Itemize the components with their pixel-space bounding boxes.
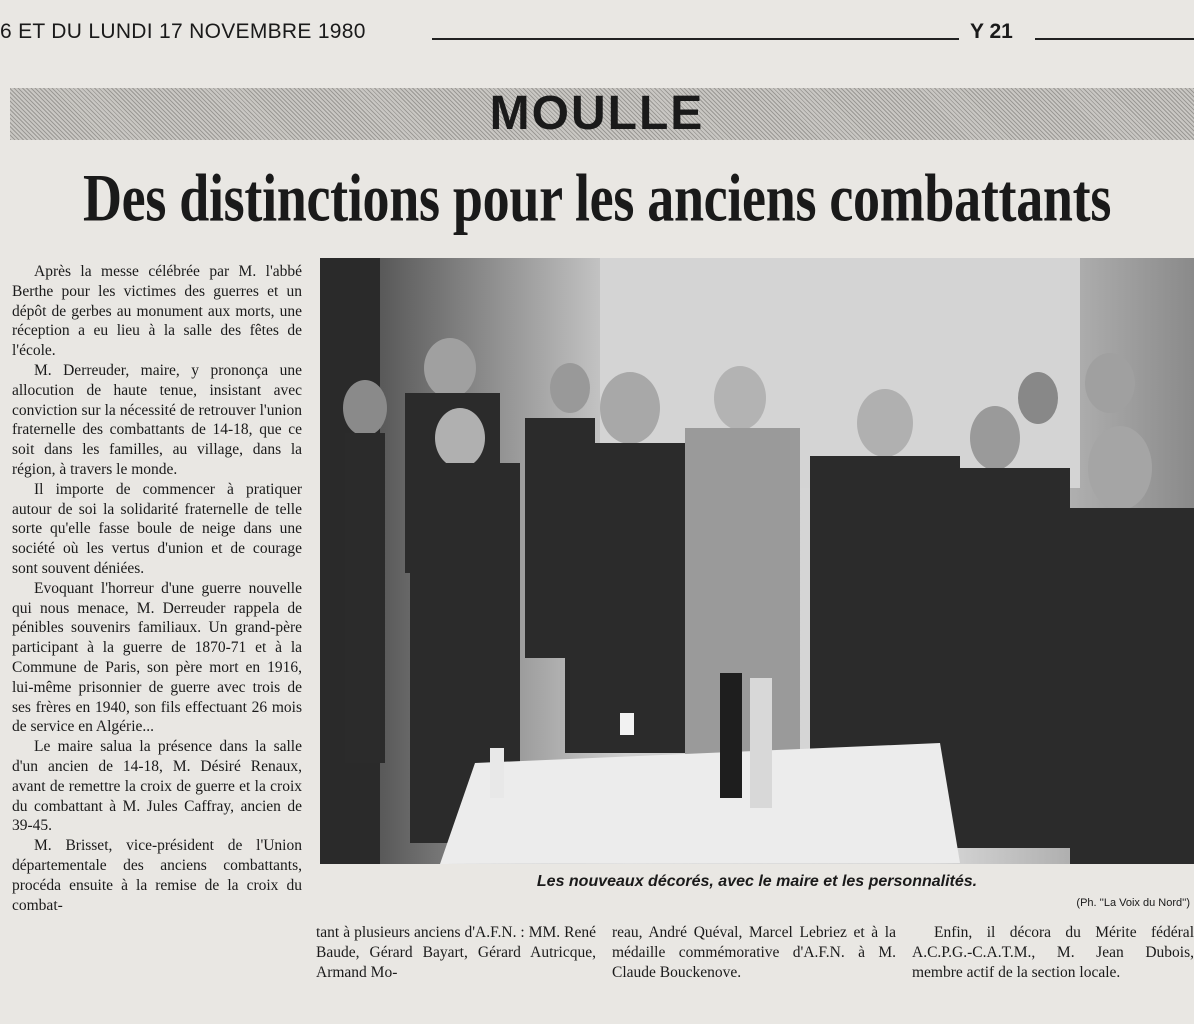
paragraph: Il importe de commencer à pratiquer autour de soi la solidarité fraternelle de telle sorte qu'elle fasse boule de neige dans une société où les vertus d'union et de courage sont souvent déniées. bbox=[12, 480, 302, 577]
page-header bbox=[0, 14, 1194, 46]
paragraph: Le maire salua la présence dans la salle d'un ancien de 14-18, M. Désiré Renaux, avant de remettre la croix de guerre et la croix du combattant à M. Jules Caffray, ancien de 39-45. bbox=[12, 738, 302, 835]
group-photo-illustration bbox=[320, 258, 1194, 864]
article-column-3 bbox=[612, 923, 896, 982]
paragraph: Evoquant l'horreur d'une guerre nouvelle qui nous menace, M. Derreuder rappela de pénibles souvenirs familiaux. Un grand-père participant à la guerre de 1870-71 et à la Commune de Paris, son père mort en 1916, lui-même prisonnier de guerre avec trois de ses frères en 1940, son fils effectuant 26 mois de service en Algérie... bbox=[12, 579, 302, 736]
group-photo bbox=[320, 258, 1194, 864]
paragraph: M. Brisset, vice-président de l'Union départementale des anciens combattants, procéda ensuite à la remise de la croix du combat- bbox=[12, 837, 302, 914]
article-headline: Des distinctions pour les anciens combattants bbox=[82, 160, 1112, 236]
article-column-4 bbox=[912, 923, 1194, 982]
paragraph: reau, André Quéval, Marcel Lebriez et à la médaille commémorative d'A.F.N. à M. Claude Bouckenove. bbox=[612, 924, 896, 981]
article-column-2 bbox=[316, 923, 596, 982]
section-kicker: MOULLE bbox=[489, 87, 705, 140]
article-column-1 bbox=[12, 262, 302, 915]
paragraph: Après la messe célébrée par M. l'abbé Berthe pour les victimes des guerres et un dépôt de gerbes au monument aux morts, une réception a eu lieu à la salle des fêtes de l'école. bbox=[12, 263, 302, 360]
paragraph: Enfin, il décora du Mérite fédéral A.C.P.G.-C.A.T.M., M. Jean Dubois, membre actif de la section locale. bbox=[912, 924, 1194, 981]
paragraph: M. Derreuder, maire, y prononça une allocution de haute tenue, insistant avec conviction sur la nécessité de retrouver l'union fraternelle des combattants de 14-18, que ce soit dans les familles, au village, dans la région, à travers le monde. bbox=[12, 361, 302, 478]
issue-date: 6 ET DU LUNDI 17 NOVEMBRE 1980 bbox=[0, 20, 366, 43]
header-rule-right bbox=[1035, 38, 1194, 40]
photo-credit: (Ph. ''La Voix du Nord'') bbox=[1076, 897, 1190, 909]
photo-caption: Les nouveaux décorés, avec le maire et les personnalités. bbox=[536, 873, 978, 890]
page-number: Y 21 bbox=[970, 20, 1013, 43]
paragraph: tant à plusieurs anciens d'A.F.N. : MM. René Baude, Gérard Bayart, Gérard Autricque, Armand Mo- bbox=[316, 924, 596, 981]
header-rule bbox=[432, 38, 959, 40]
